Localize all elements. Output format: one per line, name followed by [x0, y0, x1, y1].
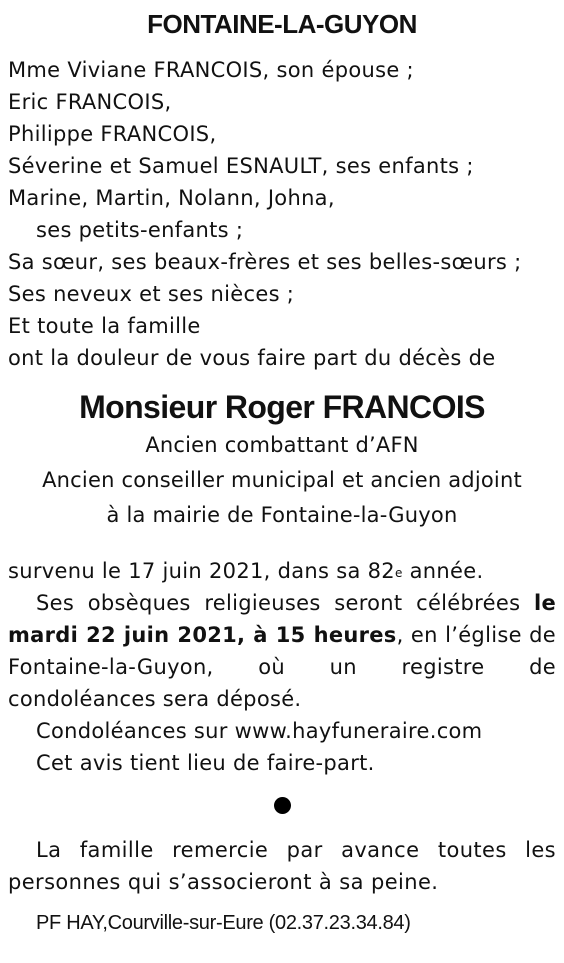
family-line: Ses neveux et ses nièces ; — [8, 282, 295, 306]
family-line: Sa sœur, ses beaux-frères et ses belles-sœurs ; — [8, 250, 522, 274]
condolences-line: Condoléances sur www.hayfuneraire.com — [36, 719, 483, 743]
family-line: Marine, Martin, Nolann, Johna, — [8, 186, 335, 210]
deceased-titles — [8, 428, 556, 533]
deceased-name: Monsieur Roger FRANCOIS — [79, 389, 485, 425]
funeral-paragraph — [8, 587, 556, 715]
deceased-title: Ancien conseiller municipal et ancien adjoint — [42, 468, 522, 492]
death-date-suffix: année. — [402, 559, 484, 583]
family-line: Séverine et Samuel ESNAULT, ses enfants ; — [8, 154, 474, 178]
separator-dot — [274, 797, 291, 814]
death-date-text: survenu le 17 juin 2021, dans sa 82 — [8, 559, 395, 583]
family-line: Eric FRANCOIS, — [8, 90, 172, 114]
funeral-intro: Ses obsèques religieuses seront célébrées — [36, 591, 534, 615]
town-header: FONTAINE-LA-GUYON — [147, 9, 417, 39]
deceased-title: Ancien combattant d’AFN — [145, 433, 419, 457]
thanks-paragraph — [8, 834, 556, 898]
details-block — [8, 555, 556, 779]
family-line: Et toute la famille — [8, 314, 201, 338]
notice-line: Cet avis tient lieu de faire-part. — [36, 751, 375, 775]
death-date-line — [8, 555, 556, 587]
thanks-text: La famille remercie par avance toutes les personnes qui s’associeront à sa peine. — [8, 838, 556, 894]
funeral-datetime: le mardi 22 juin 2021, à 15 heures — [8, 591, 556, 647]
family-line: Mme Viviane FRANCOIS, son épouse ; — [8, 58, 414, 82]
ordinal-superscript: e — [394, 566, 403, 580]
family-list — [8, 54, 556, 374]
family-line: ont la douleur de vous faire part du décès de — [8, 346, 496, 370]
funeral-details: , en l’église de Fontaine-la-Guyon, où un registre de condoléances sera déposé. — [8, 623, 556, 711]
deceased-title: à la mairie de Fontaine-la-Guyon — [106, 503, 458, 527]
family-line: Philippe FRANCOIS, — [8, 122, 217, 146]
family-line: ses petits-enfants ; — [36, 218, 244, 242]
funeral-home-footer: PF HAY,Courville-sur-Eure (02.37.23.34.84) — [36, 912, 411, 934]
